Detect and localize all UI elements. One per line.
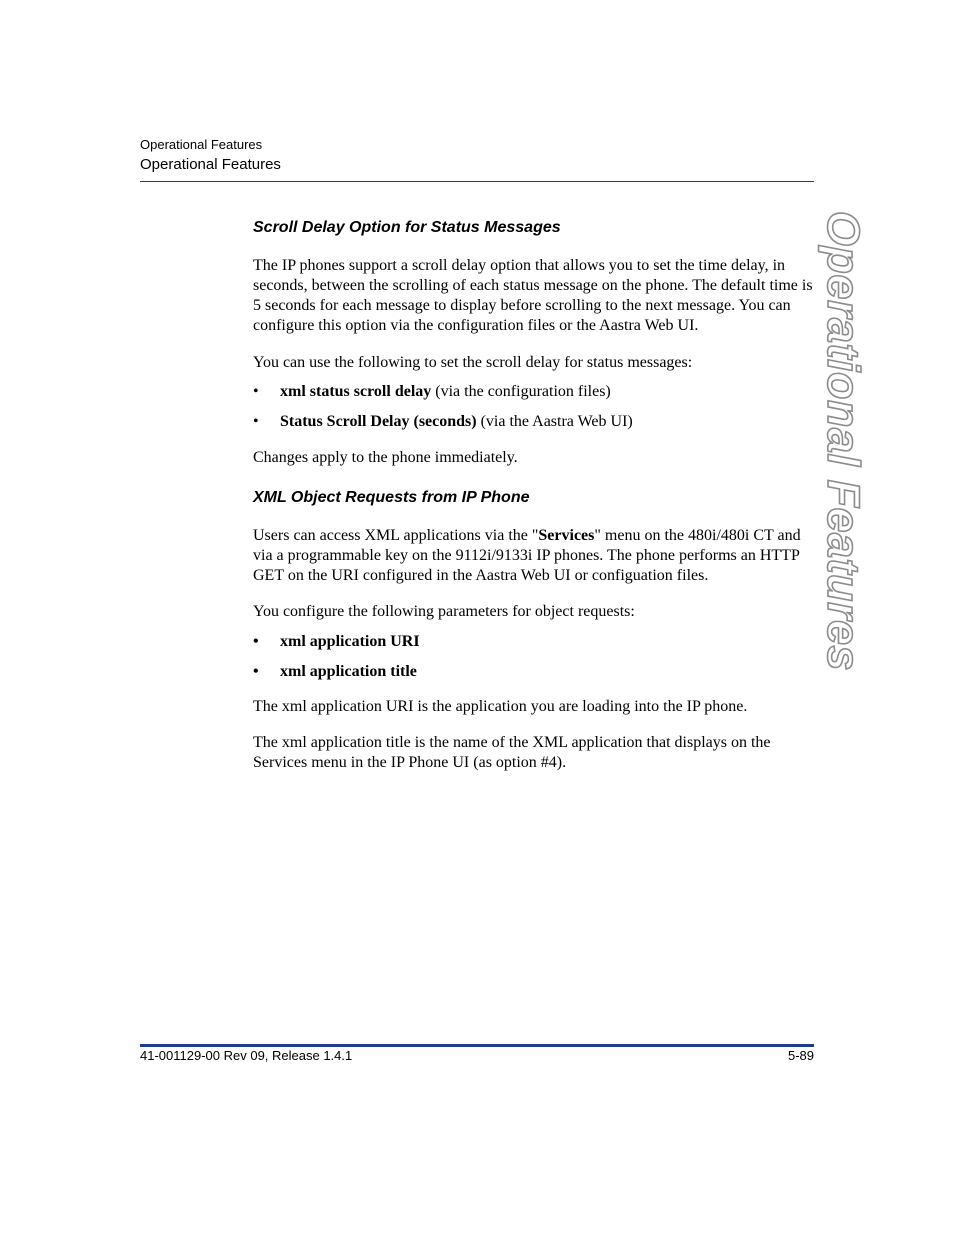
paragraph: Changes apply to the phone immediately. [253, 449, 518, 466]
parameter-name: Status Scroll Delay (seconds) [280, 413, 477, 430]
header-rule [140, 181, 814, 182]
paragraph-text: " menu on the 480i/480i CT and via a programmable key on the 9112i/9133i IP phones. The phone performs an HTTP GET on the URI configured in the Aastra Web UI or configuation files. [253, 527, 801, 584]
paragraph [253, 526, 813, 586]
paragraph: You can use the following to set the scroll delay for status messages: [253, 354, 693, 371]
bullet-marker: • [253, 633, 259, 650]
section-heading-scroll-delay: Scroll Delay Option for Status Messages [253, 219, 561, 236]
paragraph: The IP phones support a scroll delay option that allows you to set the time delay, in seconds, between the scrolling of each status message on the phone. The default time is 5 seconds for each message to display before scrolling to the next message. You can configure this option via the configuration files or the Aastra Web UI. [253, 257, 813, 334]
footer-rule [140, 1044, 814, 1047]
paragraph: The xml application title is the name of the XML application that displays on the Services menu in the IP Phone UI (as option #4). [253, 734, 771, 771]
document-id: 41-001129-00 Rev 09, Release 1.4.1 [140, 1048, 353, 1063]
paragraph: The xml application URI is the application you are loading into the IP phone. [253, 698, 748, 715]
parameter-name: xml application URI [280, 633, 420, 650]
parameter-name: xml status scroll delay [280, 383, 432, 400]
section-heading-xml-object-requests: XML Object Requests from IP Phone [253, 489, 530, 506]
bullet-marker: • [253, 413, 259, 430]
paragraph: You configure the following parameters for object requests: [253, 603, 635, 620]
running-header-small: Operational Features [140, 137, 263, 152]
page-number: 5-89 [787, 1048, 814, 1063]
parameter-name: xml application title [280, 663, 417, 680]
bullet-marker: • [253, 663, 259, 680]
menu-name: Services [538, 527, 595, 544]
list-item-note: (via the Aastra Web UI) [476, 413, 633, 430]
running-header: Operational Features [140, 156, 281, 173]
list-item-note: (via the configuration files) [431, 383, 611, 400]
paragraph-text: Users can access XML applications via the " [253, 527, 539, 544]
chapter-side-tab [818, 210, 869, 672]
bullet-marker: • [253, 383, 259, 400]
chapter-side-tab-label: Operational Features [818, 210, 869, 672]
